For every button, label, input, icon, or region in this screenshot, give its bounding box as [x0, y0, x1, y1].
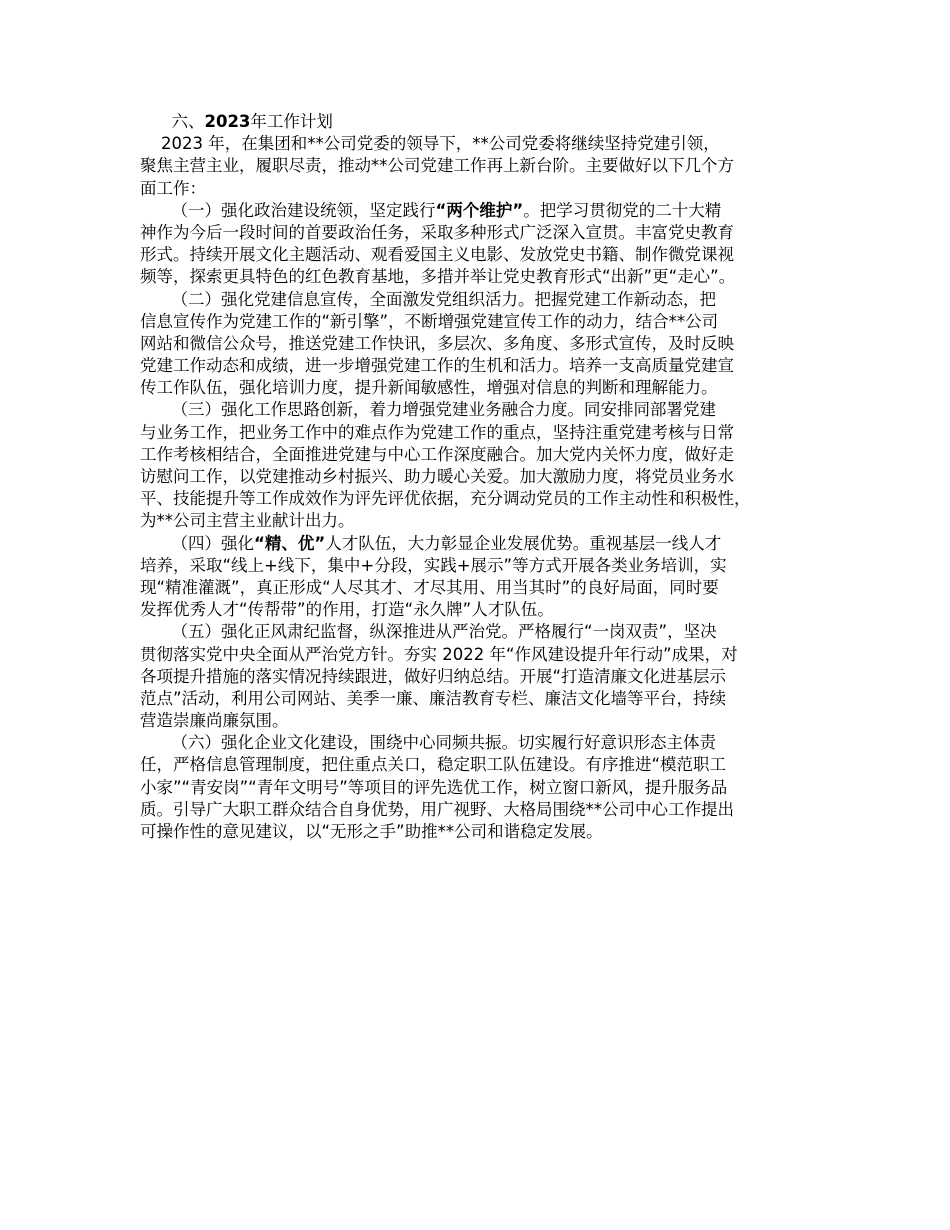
paragraph-line: 为**公司主营主业献计出力。 [140, 511, 355, 531]
text-run: 人才队伍，大力彰显企业发展优势。重视基层一线人才 [325, 533, 722, 553]
paragraph-line: 各项提升措施的落实情况持续跟进，做好归纳总结。开展“打造清廉文化进基层示 [140, 666, 727, 686]
bold-run: “两个维护” [435, 200, 524, 220]
paragraph-line: 范点”活动，利用公司网站、美季一廉、廉洁教育专栏、廉洁文化墙等平台，持续 [140, 688, 727, 708]
paragraph-line: 可操作性的意见建议，以“无形之手”助推**公司和谐稳定发展。 [140, 822, 603, 841]
paragraph-line: （二）强化党建信息宣传，全面激发党组织活力。把握党建工作新动态，把 [140, 289, 716, 309]
paragraph-line: 质。引导广大职工群众结合自身优势，用广视野、大格局围绕**公司中心工作提出 [140, 799, 734, 819]
paragraph-line: 信息宣传作为党建工作的“新引擎”，不断增强党建宣传工作的动力，结合**公司 [140, 311, 719, 331]
section-heading [140, 111, 830, 133]
paragraph-line: 培养，采取“线上+线下，集中+分段，实践+展示”等方式开展各类业务培训，实 [140, 555, 727, 575]
paragraph-talent [140, 533, 830, 622]
paragraph-line [140, 200, 830, 222]
paragraph-political-building [140, 200, 830, 289]
paragraph-line: 现“精准灌溉”，真正形成“人尽其才、才尽其用、用当其时”的良好局面，同时要 [140, 577, 719, 597]
paragraph-discipline [140, 621, 830, 732]
paragraph-line: 发挥优秀人才“传帮带”的作用，打造“永久牌”人才队伍。 [140, 600, 554, 620]
paragraph-line: 面工作： [140, 178, 206, 198]
paragraph-line: 2023 年，在集团和**公司党委的领导下，**公司党委将继续坚持党建引领， [140, 134, 720, 154]
paragraph-line: 任，严格信息管理制度，把住重点关口，稳定职工队伍建设。有序推进“模范职工 [140, 755, 727, 775]
paragraph-line: 平、技能提升等工作成效作为评先评优依据，充分调动党员的工作主动性和积极性， [140, 489, 751, 509]
paragraph-innovation [140, 399, 830, 532]
paragraph-line [140, 533, 830, 555]
paragraph-line: 传工作队伍，强化培训力度，提升新闻敏感性，增强对信息的判断和理解能力。 [140, 378, 718, 398]
paragraph-line: 贯彻落实党中央全面从严治党方针。夯实 2022 年“作风建设提升年行动”成果，对 [140, 644, 738, 664]
intro-paragraph [140, 133, 830, 200]
paragraph-line: 聚焦主营主业，履职尽责，推动**公司党建工作再上新台阶。主要做好以下几个方 [140, 156, 734, 176]
paragraph-line: 神作为今后一段时间的首要政治任务，采取多种形式广泛深入宣贯。丰富党史教育 [140, 222, 734, 242]
paragraph-line: 频等，探索更具特色的红色教育基地，多措并举让党史教育形式“出新”更“走心”。 [140, 267, 736, 287]
document-body [140, 111, 830, 843]
paragraph-line: 访慰问工作，以党建推动乡村振兴、助力暖心关爱。加大激励力度，将党员业务水 [140, 467, 734, 486]
paragraph-line: 网站和微信公众号，推送党建工作快讯，多层次、多角度、多形式宣传，及时反映 [140, 333, 734, 353]
heading-suffix: 年工作计划 [250, 112, 333, 131]
paragraph-culture [140, 732, 830, 843]
heading-year: 2023 [204, 112, 251, 131]
paragraph-publicity [140, 289, 830, 400]
text-run: 。把学习贯彻党的二十大精 [523, 200, 722, 220]
paragraph-line: 营造崇廉尚廉氛围。 [140, 711, 289, 731]
paragraph-line: 形式。持续开展文化主题活动、观看爱国主义电影、发放党史书籍、制作微党课视 [140, 245, 734, 265]
paragraph-line: （六）强化企业文化建设，围绕中心同频共振。切实履行好意识形态主体责 [140, 733, 716, 753]
bold-run: “精、优” [253, 533, 326, 553]
heading-prefix: 六、 [171, 112, 205, 131]
paragraph-line: 与业务工作，把业务工作中的难点作为党建工作的重点，坚持注重党建考核与日常 [140, 422, 734, 442]
paragraph-line: （五）强化正风肃纪监督，纵深推进从严治党。严格履行“一岗双责”，坚决 [140, 622, 717, 642]
paragraph-line: 小家”“青安岗”“青年文明号”等项目的评先选优工作，树立窗口新风，提升服务品 [140, 777, 728, 797]
text-run: （四）强化 [140, 533, 254, 553]
text-run: （一）强化政治建设统领，坚定践行 [140, 200, 436, 220]
paragraph-line: 党建工作动态和成绩，进一步增强党建工作的生机和活力。培养一支高质量党建宣 [140, 356, 734, 376]
paragraph-line: （三）强化工作思路创新，着力增强党建业务融合力度。同安排同部署党建 [140, 400, 716, 420]
paragraph-line: 工作考核相结合，全面推进党建与中心工作深度融合。加大党内关怀力度，做好走 [140, 444, 734, 464]
